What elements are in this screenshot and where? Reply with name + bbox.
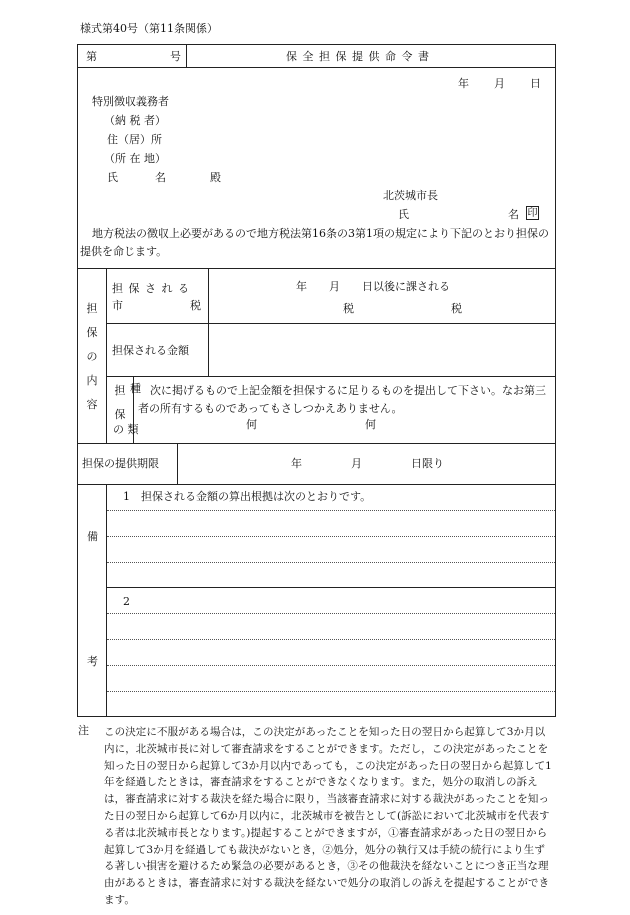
collateral-type-char-shu: 種 [130, 382, 141, 395]
deadline-label: 担保の提供期限 [82, 457, 159, 470]
remarks-side-label-bottom: 考 [87, 655, 98, 668]
secured-tax-date-line: 年 月 日以後に課される [296, 280, 450, 293]
note-text: この決定に不服がある場合は，この決定があったことを知った日の翌日から起算して3か月以内に，北茨城市長に対して審査請求をすることができます。ただし，この決定があったことを知った日の翌日から起算して3か月以内であっても，この決定があった日の翌日から起算して1年を経過したときは，審査請求をすることができなくなります。また，処分の取消しの訴えは，審査請求に対する裁決を経た場合に限り，当該審査請求に対する裁決があったことを知った日の翌日から起算して6か月以内に，北茨城市を被告として(訴訟において北茨城市を代表する者は北茨城市長となります。)提起することができますが，①審査請求があった日の翌日から起算して3か月を経過しても裁決がないとき，②処分，処分の執行又は手続の続行により生ずる著しい損害を避けるため緊急の必要があるとき，③その他裁決を経ないことにつき正当な理由があるときは，審査請求に対する裁決を経ないで処分の取消しの訴えを提起することができます。 [104, 726, 552, 906]
collateral-type-char-rui: の 類 [113, 423, 139, 436]
collateral-item-placeholder-2: 何 [365, 418, 376, 431]
recipient-taxpayer: （納 税 者） [104, 114, 166, 127]
remarks-side-label-top: 備 [87, 530, 98, 543]
side-char: 内 [86, 374, 98, 387]
recipient-address-label: 住（居）所 [107, 133, 162, 146]
issuer-name-mei: 名 [508, 208, 519, 221]
number-prefix: 第 [86, 50, 97, 63]
date-year-label: 年 [458, 77, 469, 90]
issuer-name-shi: 氏 [398, 208, 409, 221]
secured-tax-label-city: 市 [112, 299, 123, 312]
collateral-item-placeholder-1: 何 [246, 418, 257, 431]
seal-mark: 印 [527, 208, 538, 219]
collateral-content-side-label [78, 300, 106, 412]
deadline-month-label: 月 [351, 457, 362, 470]
side-char: 担 [86, 302, 98, 315]
date-day-label: 日 [530, 77, 541, 90]
document-title: 保 全 担 保 提 供 命 令 書 [286, 50, 430, 63]
remarks-item-1: 1 担保される金額の算出根拠は次のとおりです。 [123, 490, 372, 503]
collateral-instructions: 次に掲げるもので上記金額を担保するに足りるものを提出して下さい。なお第三者の所有するものであってもさしつかえありません。 [138, 384, 546, 415]
secured-tax-label-line1: 担 保 さ れ る [112, 282, 190, 295]
secured-tax-label-tax: 税 [190, 299, 201, 312]
deadline-year-label: 年 [291, 457, 302, 470]
recipient-name-mei: 名 [155, 171, 166, 184]
number-suffix: 号 [170, 50, 181, 63]
recipient-role: 特別徴収義務者 [92, 95, 169, 108]
issuer-title: 北茨城市長 [383, 189, 438, 202]
note-label: 注 [78, 724, 89, 737]
label-char: 担 [114, 384, 126, 397]
recipient-name-shi: 氏 [107, 171, 118, 184]
side-char: 保 [86, 326, 98, 339]
deadline-day-label: 日限り [411, 457, 444, 470]
remarks-item-2: 2 [123, 595, 130, 608]
order-body-text: 地方税法の徴収上必要があるので地方税法第16条の3第1項の規定により下記のとおり担保の提供を命じます。 [80, 227, 549, 258]
side-char: の [86, 350, 98, 363]
side-char: 容 [86, 398, 98, 411]
issuer-seal [526, 206, 539, 220]
secured-amount-label: 担保される金額 [112, 344, 189, 357]
secured-tax-type-1: 税 [343, 302, 354, 315]
label-char: 保 [114, 408, 126, 421]
secured-tax-type-2: 税 [451, 302, 462, 315]
recipient-honorific: 殿 [210, 171, 221, 184]
date-month-label: 月 [494, 77, 505, 90]
recipient-location-label: （所 在 地） [104, 152, 166, 165]
form-number: 様式第40号（第11条関係） [80, 22, 218, 35]
